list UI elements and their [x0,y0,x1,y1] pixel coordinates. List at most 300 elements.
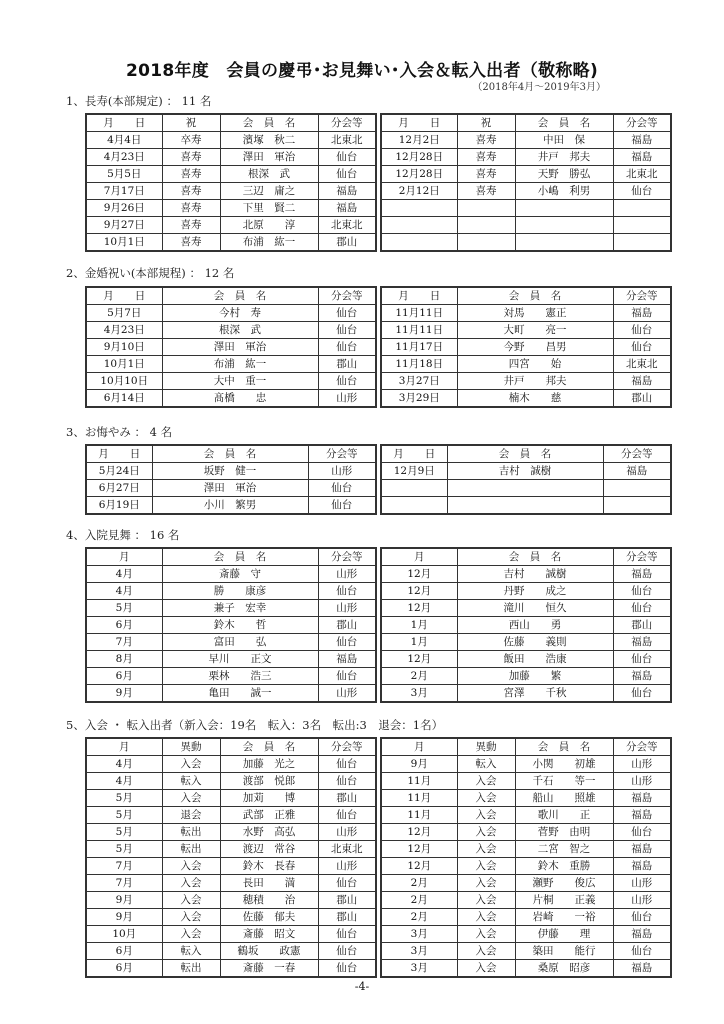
table-cell: 5月7日 [86,305,162,322]
table-row [381,807,671,824]
table-header-row [86,738,376,756]
table-cell [613,217,671,234]
table-cell: 転出 [162,960,220,978]
table-cell: 三辺 庸之 [220,183,318,200]
table-cell: 9月 [86,685,162,703]
column-header: 分会等 [613,548,671,566]
table-cell: 7月 [86,634,162,651]
table-row [381,234,671,252]
table-cell: 井戸 邦夫 [457,373,613,390]
table-cell: 山形 [318,390,376,408]
table-cell: 仙台 [318,773,376,790]
table-cell: 仙台 [318,875,376,892]
table-cell: 5月 [86,807,162,824]
table-cell: 喜寿 [457,183,515,200]
table-header-row [86,114,376,132]
table-cell: 福島 [613,566,671,583]
page-number: -4- [354,980,370,993]
table-cell: 四宮 始 [457,356,613,373]
table-row [86,756,376,773]
table-cell: 仙台 [318,756,376,773]
table-cell: 12月28日 [381,166,457,183]
table-row [86,685,376,703]
table-cell: 郡山 [318,892,376,909]
table-cell: 転出 [162,841,220,858]
table-cell: 桑原 昭彦 [515,960,613,978]
table-row [381,790,671,807]
section-condolence-label: 3、お悔やみ ： 4 名 [66,425,173,439]
table-cell [515,217,613,234]
table-cell: 仙台 [613,943,671,960]
table-cell: 入会 [457,909,515,926]
table-cell: 8月 [86,651,162,668]
table-cell: 佐藤 義則 [457,634,613,651]
table-cell: 2月 [381,875,457,892]
table-cell: 卒寿 [162,132,220,149]
table-cell: 穂積 治 [220,892,318,909]
table-cell: 仙台 [318,583,376,600]
table-cell: 入会 [162,926,220,943]
table-header-row [86,287,376,305]
table-cell: 菅野 由明 [515,824,613,841]
table-cell: 福島 [318,651,376,668]
table-row [86,234,376,252]
table-cell: 福島 [318,200,376,217]
table-cell: 6月 [86,617,162,634]
table-cell: 楠木 慈 [457,390,613,408]
table-cell: 喜寿 [162,183,220,200]
table-cell [613,200,671,217]
table-cell: 山形 [613,875,671,892]
table-cell: 9月26日 [86,200,162,217]
table-row [86,132,376,149]
table-cell: 12月2日 [381,132,457,149]
table-cell: 11月 [381,790,457,807]
table-row [86,497,376,515]
table-row [381,339,671,356]
table-cell [457,200,515,217]
table-row [381,841,671,858]
section-longevity-label: 1、長寿(本部規定) ： 11 名 [66,94,212,108]
table-cell [603,497,671,515]
table-cell: 瀬野 俊広 [515,875,613,892]
table-cell: 郡山 [318,356,376,373]
table-cell: 水野 高弘 [220,824,318,841]
table-cell: 福島 [318,183,376,200]
table-cell [603,480,671,497]
hospital-table-right [380,547,672,703]
table-row [86,166,376,183]
table-row [86,790,376,807]
table-cell: 小関 初雄 [515,756,613,773]
table-cell: 喜寿 [162,149,220,166]
table-cell: 1月 [381,617,457,634]
column-header: 会 員 名 [447,445,603,463]
table-cell: 福島 [613,790,671,807]
table-cell: 佐藤 郁夫 [220,909,318,926]
column-header: 分会等 [318,548,376,566]
table-cell: 5月 [86,841,162,858]
table-cell: 9月10日 [86,339,162,356]
table-cell: 10月 [86,926,162,943]
table-cell [447,480,603,497]
table-cell: 4月 [86,583,162,600]
table-row [86,617,376,634]
table-cell: 西山 勇 [457,617,613,634]
table-row [86,960,376,978]
table-cell: 仙台 [613,583,671,600]
table-cell: 滝川 恒久 [457,600,613,617]
column-header: 月 [86,738,162,756]
table-row [381,200,671,217]
table-row [381,634,671,651]
table-header-row [381,287,671,305]
column-header: 会 員 名 [515,114,613,132]
table-cell: 対馬 憲正 [457,305,613,322]
table-cell: 仙台 [318,926,376,943]
column-header: 月 [381,548,457,566]
table-cell: 転出 [162,824,220,841]
table-cell: 勝 康彦 [162,583,318,600]
table-row [86,200,376,217]
table-cell [457,217,515,234]
table-row [86,583,376,600]
table-cell: 入会 [457,773,515,790]
table-cell: 転入 [162,773,220,790]
column-header: 異動 [457,738,515,756]
table-cell: 3月27日 [381,373,457,390]
table-cell [457,234,515,252]
table-cell: 入会 [162,892,220,909]
table-cell: 入会 [457,875,515,892]
table-cell: 喜寿 [457,166,515,183]
table-header-row [381,548,671,566]
table-row [86,875,376,892]
section-membership-label: 5、入会 ・ 転入出者（新入会：19名 転入：3名 転出:3 退会：1名） [66,718,444,732]
table-cell: 4月 [86,756,162,773]
table-cell: 仙台 [613,824,671,841]
table-cell: 中田 保 [515,132,613,149]
table-cell: 小嶋 利男 [515,183,613,200]
table-cell: 武部 正雅 [220,807,318,824]
table-cell: 宮澤 千秋 [457,685,613,703]
column-header: 分会等 [613,114,671,132]
table-row [86,217,376,234]
table-cell: 転入 [457,756,515,773]
table-cell: 小川 繁男 [152,497,308,515]
column-header: 祝 [162,114,220,132]
section-hospital-label: 4、入院見舞 ： 16 名 [66,528,180,542]
table-cell: 栗林 浩三 [162,668,318,685]
table-cell: 山形 [318,858,376,875]
table-row [86,651,376,668]
table-cell: 仙台 [308,480,376,497]
table-row [381,773,671,790]
table-cell: 入会 [457,841,515,858]
column-header: 会 員 名 [515,738,613,756]
longevity-table-right [380,113,672,252]
table-cell: 入会 [457,943,515,960]
table-row [381,132,671,149]
condolence-table-left [85,444,377,515]
column-header: 月 日 [86,114,162,132]
table-cell: 5月 [86,600,162,617]
table-row [381,166,671,183]
table-cell: 福島 [613,858,671,875]
column-header: 月 日 [381,114,457,132]
table-cell: 喜寿 [162,234,220,252]
table-cell: 斎藤 一春 [220,960,318,978]
table-header-row [86,548,376,566]
table-header-row [381,445,671,463]
table-cell [613,234,671,252]
table-row [86,149,376,166]
table-row [86,841,376,858]
table-cell: 北東北 [318,217,376,234]
table-cell: 2月 [381,892,457,909]
golden-wedding-table-left [85,286,377,408]
table-row [381,668,671,685]
table-cell: 仙台 [613,183,671,200]
table-row [381,183,671,200]
table-row [381,756,671,773]
table-cell: 10月10日 [86,373,162,390]
column-header: 分会等 [318,738,376,756]
golden-wedding-table-right [380,286,672,408]
table-row [86,373,376,390]
condolence-table-right [380,444,672,515]
table-cell: 二宮 智之 [515,841,613,858]
membership-table-left [85,737,377,978]
table-cell: 加藤 繁 [457,668,613,685]
table-cell: 6月 [86,943,162,960]
table-cell [381,480,447,497]
table-cell: 斎藤 昭文 [220,926,318,943]
column-header: 会 員 名 [162,287,318,305]
column-header: 分会等 [613,287,671,305]
table-cell: 仙台 [318,322,376,339]
table-cell: 斎藤 守 [162,566,318,583]
table-cell: 山形 [613,892,671,909]
table-cell: 福島 [613,841,671,858]
table-cell: 11月11日 [381,305,457,322]
table-cell: 仙台 [318,668,376,685]
table-row [86,892,376,909]
table-row [381,909,671,926]
table-cell: 入会 [162,875,220,892]
table-cell: 12月 [381,600,457,617]
section-golden-wedding-label: 2、金婚祝い(本部規程) ： 12 名 [66,266,235,280]
table-cell: 福島 [603,463,671,480]
table-cell [515,234,613,252]
table-cell: 2月12日 [381,183,457,200]
table-row [86,356,376,373]
table-cell: 福島 [613,807,671,824]
table-cell: 鈴木 長春 [220,858,318,875]
column-header: 分会等 [603,445,671,463]
table-cell: 福島 [613,373,671,390]
table-cell: 7月 [86,875,162,892]
table-header-row [86,445,376,463]
table-cell: 仙台 [613,909,671,926]
table-cell: 11月17日 [381,339,457,356]
table-cell: 12月9日 [381,463,447,480]
table-cell: 5月 [86,824,162,841]
table-row [381,217,671,234]
table-cell: 兼子 宏幸 [162,600,318,617]
table-cell: 飯田 浩康 [457,651,613,668]
column-header: 会 員 名 [457,548,613,566]
table-row [86,909,376,926]
table-cell: 1月 [381,634,457,651]
page-title: 2018年度 会員の慶弔･お見舞い･入会＆転入出者（敬称略) [125,61,599,81]
table-row [381,960,671,978]
table-cell: 吉村 誠樹 [457,566,613,583]
table-cell: 転入 [162,943,220,960]
table-cell: 4月4日 [86,132,162,149]
table-row [86,480,376,497]
table-cell: 今村 寿 [162,305,318,322]
hospital-table-left [85,547,377,703]
table-cell [381,497,447,515]
table-cell: 北東北 [318,841,376,858]
column-header: 月 [381,738,457,756]
table-cell: 福島 [613,149,671,166]
table-cell: 喜寿 [457,149,515,166]
table-cell: 郡山 [613,390,671,408]
table-cell: 12月 [381,841,457,858]
table-cell: 澤田 軍治 [162,339,318,356]
table-cell: 4月23日 [86,149,162,166]
table-cell: 入会 [162,756,220,773]
table-cell: 3月29日 [381,390,457,408]
table-row [86,824,376,841]
table-cell [381,217,457,234]
table-cell: 9月 [86,892,162,909]
table-cell: 福島 [613,960,671,978]
table-cell: 大町 亮一 [457,322,613,339]
table-cell: 福島 [613,634,671,651]
table-cell: 仙台 [318,149,376,166]
table-cell: 3月 [381,960,457,978]
table-row [86,926,376,943]
table-cell: 11月 [381,773,457,790]
table-cell: 仙台 [318,960,376,978]
table-cell: 9月27日 [86,217,162,234]
table-cell: 4月 [86,566,162,583]
table-row [86,183,376,200]
table-row [86,566,376,583]
table-cell: 入会 [162,858,220,875]
table-cell: 伊藤 理 [515,926,613,943]
table-cell: 入会 [457,824,515,841]
table-row [381,149,671,166]
table-cell: 12月 [381,566,457,583]
table-cell: 6月14日 [86,390,162,408]
table-cell: 入会 [457,926,515,943]
table-cell: 亀田 誠一 [162,685,318,703]
table-cell: 北東北 [318,132,376,149]
table-cell: 山形 [318,600,376,617]
table-cell: 入会 [457,960,515,978]
table-cell [447,497,603,515]
table-cell: 4月23日 [86,322,162,339]
table-row [381,824,671,841]
table-cell: 福島 [613,132,671,149]
table-cell: 仙台 [308,497,376,515]
table-cell: 11月11日 [381,322,457,339]
table-row [381,651,671,668]
table-cell: 6月27日 [86,480,152,497]
table-cell: 入会 [457,790,515,807]
table-cell: 千石 等一 [515,773,613,790]
table-cell: 加苅 博 [220,790,318,807]
column-header: 会 員 名 [152,445,308,463]
column-header: 月 日 [381,287,457,305]
table-cell: 5月24日 [86,463,152,480]
table-cell: 布浦 紘一 [220,234,318,252]
table-cell: 濱塚 秋二 [220,132,318,149]
table-cell [515,200,613,217]
table-cell: 10月1日 [86,234,162,252]
table-row [381,463,671,480]
table-cell: 郡山 [318,617,376,634]
table-cell: 加藤 光之 [220,756,318,773]
table-row [86,600,376,617]
table-header-row [381,738,671,756]
table-row [381,875,671,892]
table-cell: 坂野 健一 [152,463,308,480]
table-row [86,943,376,960]
table-cell: 片桐 正義 [515,892,613,909]
table-row [381,322,671,339]
table-cell: 北東北 [613,356,671,373]
column-header: 月 [86,548,162,566]
table-cell: 鶴坂 政憲 [220,943,318,960]
table-cell: 5月 [86,790,162,807]
column-header: 会 員 名 [220,114,318,132]
table-cell: 2月 [381,668,457,685]
table-cell: 髙橋 忠 [162,390,318,408]
table-cell: 長田 満 [220,875,318,892]
table-cell: 喜寿 [162,166,220,183]
table-cell: 喜寿 [162,200,220,217]
table-cell: 今野 昌男 [457,339,613,356]
table-row [381,356,671,373]
table-cell: 井戸 邦夫 [515,149,613,166]
table-cell: 船山 照雄 [515,790,613,807]
table-row [381,305,671,322]
column-header: 月 日 [86,287,162,305]
table-cell: 仙台 [318,166,376,183]
table-row [86,858,376,875]
table-row [381,926,671,943]
table-row [86,634,376,651]
table-cell: 山形 [613,773,671,790]
table-cell: 丹野 成之 [457,583,613,600]
table-row [381,892,671,909]
table-cell: 2月 [381,909,457,926]
column-header: 分会等 [318,287,376,305]
table-row [381,617,671,634]
table-cell: 仙台 [318,807,376,824]
table-row [381,373,671,390]
table-cell: 9月 [381,756,457,773]
table-cell: 歌川 正 [515,807,613,824]
table-cell: 渡辺 常谷 [220,841,318,858]
table-cell [381,200,457,217]
column-header: 月 日 [381,445,447,463]
